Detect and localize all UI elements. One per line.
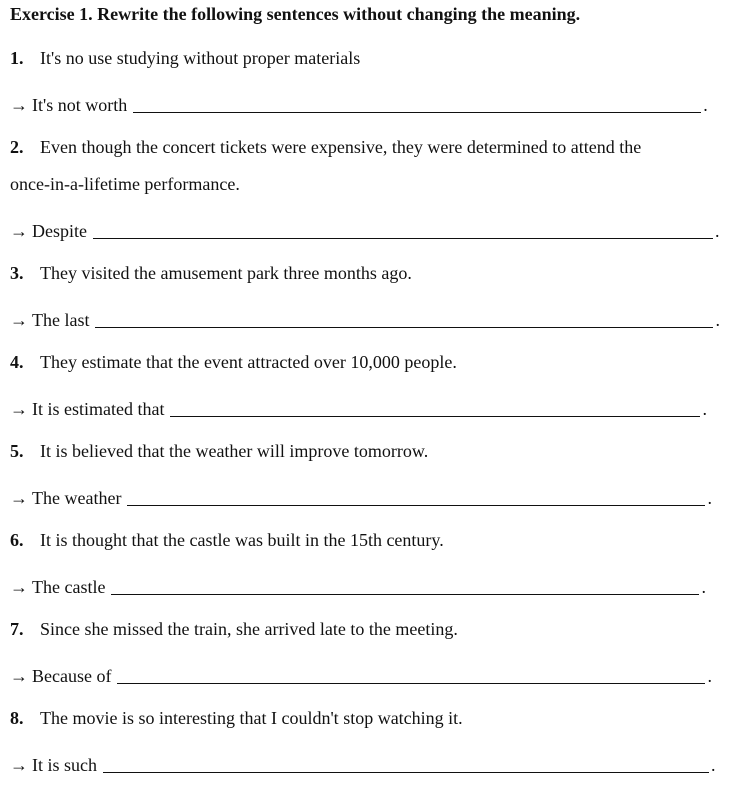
question-1 xyxy=(10,48,360,69)
arrow-icon: → xyxy=(10,755,28,775)
question-6 xyxy=(10,530,444,551)
answer-blank-line[interactable] xyxy=(170,398,700,417)
arrow-icon: → xyxy=(10,666,28,686)
answer-period: . xyxy=(702,399,707,419)
answer-row-6 xyxy=(10,572,706,598)
question-2-continuation: once-in-a-lifetime performance. xyxy=(10,174,240,194)
question-sentence: Even though the concert tickets were expensive, they were determined to attend the xyxy=(40,137,642,157)
answer-blank-line[interactable] xyxy=(133,94,701,113)
arrow-icon: → xyxy=(10,577,28,597)
question-number: 3. xyxy=(10,263,24,283)
answer-period: . xyxy=(714,221,720,241)
answer-row-7 xyxy=(10,661,712,687)
answer-period: . xyxy=(715,310,720,330)
answer-blank-line[interactable] xyxy=(95,309,713,328)
answer-blank-line[interactable] xyxy=(111,576,699,595)
question-7 xyxy=(10,619,458,640)
answer-lead: It is estimated that xyxy=(32,399,165,419)
answer-lead: The castle xyxy=(32,577,106,597)
arrow-icon: → xyxy=(10,95,28,115)
answer-period: . xyxy=(707,666,712,686)
answer-period: . xyxy=(701,577,706,597)
question-sentence: The movie is so interesting that I couldn't stop watching it. xyxy=(40,708,463,728)
answer-period: . xyxy=(703,95,708,115)
answer-period: . xyxy=(707,488,712,508)
answer-row-3 xyxy=(10,305,720,331)
question-2 xyxy=(10,137,641,158)
question-4 xyxy=(10,352,457,373)
question-sentence: Since she missed the train, she arrived late to the meeting. xyxy=(40,619,458,639)
question-sentence: It is believed that the weather will improve tomorrow. xyxy=(40,441,429,461)
question-number: 1. xyxy=(10,48,24,68)
answer-lead: It's not worth xyxy=(32,95,128,115)
arrow-icon: → xyxy=(10,488,28,508)
question-number: 4. xyxy=(10,352,24,372)
question-number: 8. xyxy=(10,708,24,728)
answer-blank-line[interactable] xyxy=(117,665,705,684)
answer-row-2 xyxy=(10,216,719,242)
exercise-title: Exercise 1. Rewrite the following sentences without changing the meaning. xyxy=(10,4,581,24)
answer-lead: The last xyxy=(32,310,90,330)
answer-lead: Despite xyxy=(32,221,87,241)
answer-row-1 xyxy=(10,90,708,116)
answer-lead: Because of xyxy=(32,666,112,686)
answer-blank-line[interactable] xyxy=(93,220,713,239)
answer-period: . xyxy=(711,755,716,775)
answer-lead: The weather xyxy=(32,488,122,508)
question-sentence: They visited the amusement park three months ago. xyxy=(40,263,412,283)
question-sentence: It's no use studying without proper materials xyxy=(40,48,361,68)
question-number: 5. xyxy=(10,441,24,461)
question-3 xyxy=(10,263,412,284)
question-number: 7. xyxy=(10,619,24,639)
question-5 xyxy=(10,441,428,462)
arrow-icon: → xyxy=(10,221,28,241)
question-sentence: It is thought that the castle was built in the 15th century. xyxy=(40,530,444,550)
arrow-icon: → xyxy=(10,399,28,419)
question-sentence: They estimate that the event attracted over 10,000 people. xyxy=(40,352,457,372)
question-number: 6. xyxy=(10,530,24,550)
answer-blank-line[interactable] xyxy=(103,754,709,773)
answer-row-4 xyxy=(10,394,707,420)
answer-blank-line[interactable] xyxy=(127,487,705,506)
answer-lead: It is such xyxy=(32,755,97,775)
question-number: 2. xyxy=(10,137,24,157)
answer-row-5 xyxy=(10,483,712,509)
question-8 xyxy=(10,708,463,729)
answer-row-8 xyxy=(10,750,716,776)
arrow-icon: → xyxy=(10,310,28,330)
